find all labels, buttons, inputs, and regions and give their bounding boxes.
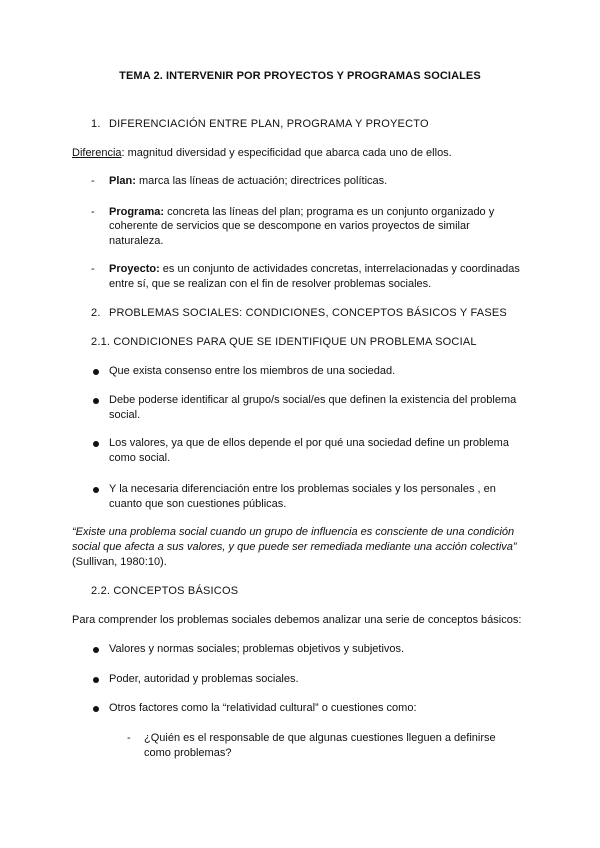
quote-line1: “Existe una problema social cuando un grupo de influencia es consciente de una condición bbox=[72, 526, 515, 538]
dash-marker: - bbox=[91, 206, 95, 218]
proyecto-item bbox=[109, 262, 520, 277]
programa-text-line1: concreta las líneas del plan; programa es un conjunto organizado y bbox=[164, 206, 495, 218]
programa-text-line2: coherente de servicios que se descompone en varios proyectos de similar bbox=[109, 220, 470, 232]
proyecto-text-line1: es un conjunto de actividades concretas, interrelacionadas y coordinadas bbox=[159, 263, 520, 275]
difference-text: : magnitud diversidad y especificidad que abarca cada uno de ellos. bbox=[121, 147, 452, 159]
plan-item bbox=[109, 174, 387, 189]
dash-marker: - bbox=[91, 263, 95, 275]
bullet-icon bbox=[93, 369, 99, 375]
difference-term: Diferencia bbox=[72, 147, 122, 159]
programa-term: Programa: bbox=[109, 206, 165, 218]
concept-2: Poder, autoridad y problemas sociales. bbox=[109, 673, 299, 685]
subsection-2-2-heading: 2.2. CONCEPTOS BÁSICOS bbox=[91, 585, 239, 597]
condition-3-line1: Los valores, ya que de ellos depende el por qué una sociedad define un problema bbox=[109, 437, 509, 449]
section-1-number: 1. bbox=[91, 118, 101, 130]
proyecto-text-line2: entre sí, que se realizan con el fin de resolver problemas sociales. bbox=[109, 278, 432, 290]
condition-3-line2: como social. bbox=[109, 452, 171, 464]
programa-item bbox=[109, 205, 494, 220]
question-line2: como problemas? bbox=[144, 747, 232, 759]
bullet-icon bbox=[93, 441, 99, 447]
section-2-heading: PROBLEMAS SOCIALES: CONDICIONES, CONCEPTOS BÁSICOS Y FASES bbox=[109, 307, 507, 319]
condition-4-line2: cuanto que son cuestiones públicas. bbox=[109, 498, 287, 510]
quote-source: (Sullivan, 1980:10). bbox=[72, 556, 167, 568]
bullet-icon bbox=[93, 706, 99, 712]
programa-text-line3: naturaleza. bbox=[109, 235, 164, 247]
document-title: TEMA 2. INTERVENIR POR PROYECTOS Y PROGRAMAS SOCIALES bbox=[119, 70, 481, 82]
condition-1: Que exista consenso entre los miembros de una sociedad. bbox=[109, 365, 396, 377]
dash-marker: - bbox=[127, 732, 131, 744]
concepts-intro: Para comprender los problemas sociales debemos analizar una serie de conceptos básicos: bbox=[72, 614, 522, 626]
bullet-icon bbox=[93, 398, 99, 404]
proyecto-term: Proyecto: bbox=[109, 263, 160, 275]
condition-2-line2: social. bbox=[109, 409, 141, 421]
concept-1: Valores y normas sociales; problemas objetivos y subjetivos. bbox=[109, 643, 405, 655]
quote-line2: social que afecta a sus valores, y que puede ser remediada mediante una acción colectiva” bbox=[72, 541, 517, 553]
dash-marker: - bbox=[91, 175, 95, 187]
question-line1: ¿Quién es el responsable de que algunas cuestiones lleguen a definirse bbox=[144, 732, 496, 744]
section-1-heading: DIFERENCIACIÓN ENTRE PLAN, PROGRAMA Y PROYECTO bbox=[109, 118, 429, 130]
bullet-icon bbox=[93, 487, 99, 493]
concept-3: Otros factores como la “relatividad cultural” o cuestiones como: bbox=[109, 702, 417, 714]
bullet-icon bbox=[93, 647, 99, 653]
condition-2-line1: Debe poderse identificar al grupo/s social/es que definen la existencia del problema bbox=[109, 394, 517, 406]
plan-term: Plan: bbox=[109, 175, 136, 187]
bullet-icon bbox=[93, 677, 99, 683]
plan-text: marca las líneas de actuación; directrices políticas. bbox=[135, 175, 388, 187]
subsection-2-1-heading: 2.1. CONDICIONES PARA QUE SE IDENTIFIQUE UN PROBLEMA SOCIAL bbox=[91, 336, 477, 348]
condition-4-line1: Y la necesaria diferenciación entre los problemas sociales y los personales , en bbox=[109, 483, 496, 495]
section-2-number: 2. bbox=[91, 307, 101, 319]
difference-intro bbox=[72, 146, 452, 161]
